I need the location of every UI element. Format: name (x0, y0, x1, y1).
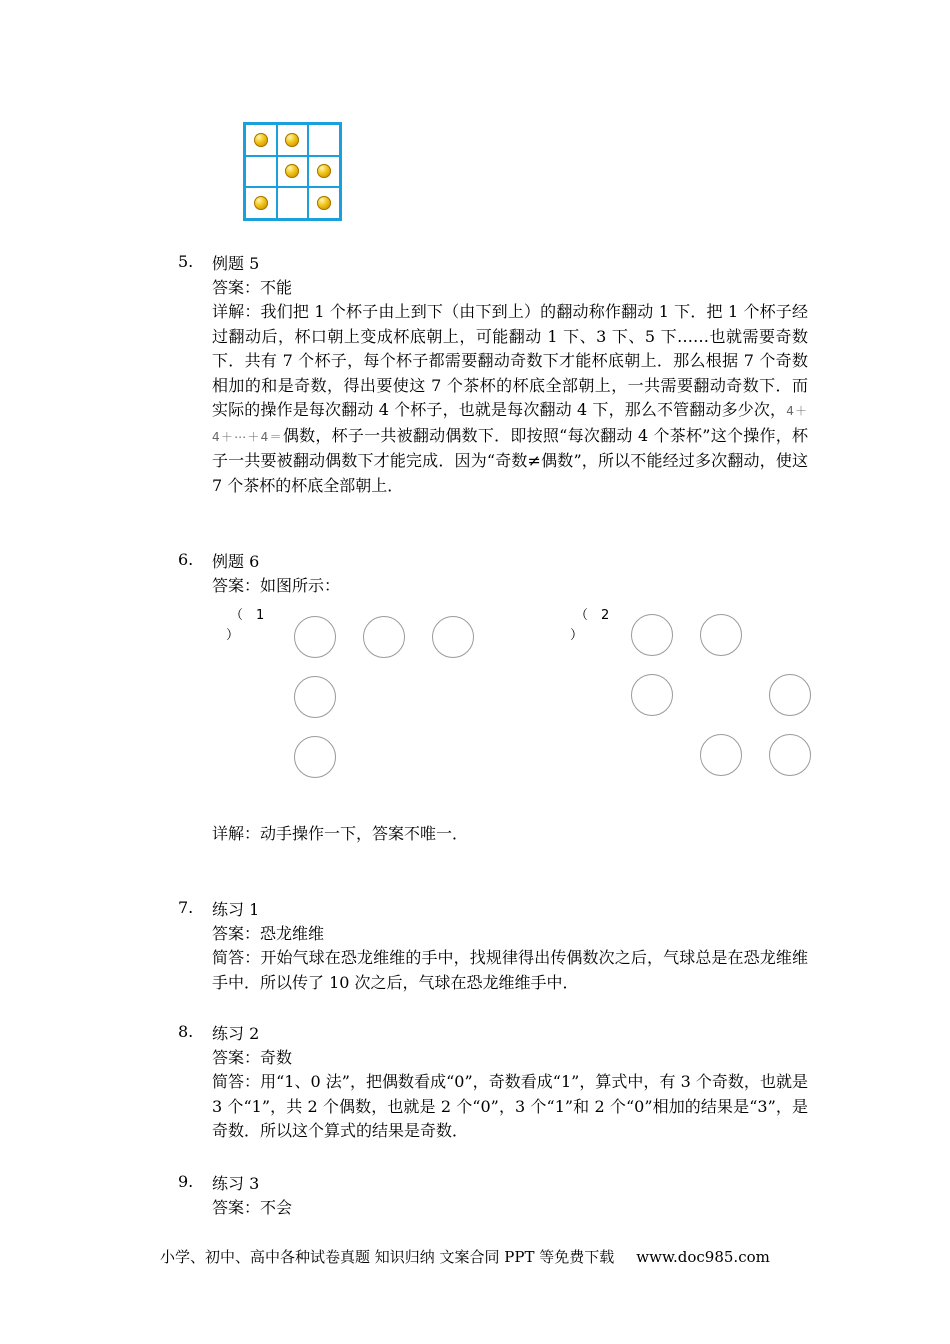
question-title: 例题 6 (212, 552, 260, 571)
explanation-text-a: 详解：我们把 1 个杯子由上到下（由下到上）的翻动称作翻动 1 下．把 1 个杯子经过翻动后，杯口朝上变成杯底朝上，可能翻动 1 下、3 下、5 下……也就需要奇数下．共有 7 个杯子，每个杯子都需要翻动奇数下才能杯底朝上．那么根据 7 个奇数相加的和是奇数，得出要使这 7 个茶杯的杯底全部朝上，一共需要翻动奇数下．而实际的操作是每次翻动 4 个杯子，也就是每次翻动 4 下，那么不管翻动多少次， (212, 302, 808, 419)
question-title: 例题 5 (212, 254, 260, 273)
grid-cell (308, 187, 340, 219)
answer-line: 答案：不能 (212, 278, 293, 297)
question-number: 5. (178, 252, 194, 271)
formula-sum: 4＋4＋⋯＋4＝ (212, 404, 808, 444)
grid-cell (277, 187, 309, 219)
circle (700, 734, 742, 776)
footer-text: 小学、初中、高中各种试卷真题 知识归纳 文案合同 PPT 等免费下载 (160, 1248, 615, 1266)
gold-ball-icon (317, 196, 331, 210)
circle (294, 616, 336, 658)
brief-answer-paragraph: 简答：开始气球在恐龙维维的手中，找规律得出传偶数次之后，气球总是在恐龙维维手中．所以传了 10 次之后，气球在恐龙维维手中． (212, 948, 808, 992)
figure-2-label-bottom: ） (570, 628, 584, 643)
gold-ball-icon (285, 133, 299, 147)
gold-ball-icon (254, 196, 268, 210)
grid-cell (308, 156, 340, 188)
circle (631, 614, 673, 656)
answer-line: 答案：如图所示： (212, 576, 341, 595)
page-footer (160, 1246, 770, 1267)
gold-ball-icon (254, 133, 268, 147)
figure-1-label-bottom: ） (226, 628, 240, 643)
answer-line: 答案：不会 (212, 1198, 293, 1217)
grid-cell (245, 124, 277, 156)
circle (432, 616, 474, 658)
circle (769, 734, 811, 776)
grid-cell (308, 124, 340, 156)
circle (631, 674, 673, 716)
grid-cell (277, 156, 309, 188)
answer-line: 答案：恐龙维维 (212, 924, 325, 943)
question-number: 8. (178, 1022, 194, 1041)
grid-cell (277, 124, 309, 156)
question-title: 练习 3 (212, 1174, 260, 1193)
coin-grid-figure (243, 122, 342, 221)
question-title: 练习 1 (212, 900, 260, 919)
circle (294, 736, 336, 778)
circle (700, 614, 742, 656)
question-number: 9. (178, 1172, 194, 1191)
figure-1-label-top: （ 1 (230, 608, 265, 623)
gold-ball-icon (285, 164, 299, 178)
question-title: 练习 2 (212, 1024, 260, 1043)
footer-url: www.doc985.com (636, 1248, 770, 1266)
brief-answer-paragraph: 简答：用“1、0 法”，把偶数看成“0”，奇数看成“1”，算式中，有 3 个奇数，也就是 3 个“1”，共 2 个偶数，也就是 2 个“0”，3 个“1”和 2 个“0”相加的结果是“3”，是奇数．所以这个算式的结果是奇数． (212, 1072, 808, 1140)
grid-cell (245, 156, 277, 188)
figure-2-label-top: （ 2 (575, 608, 610, 623)
explanation-text-b: 偶数，杯子一共被翻动偶数下．即按照“每次翻动 4 个茶杯”这个操作，杯子一共要被翻动偶数下才能完成．因为“奇数≠偶数”，所以不能经过多次翻动，使这 7 个茶杯的杯底全部朝上． (212, 425, 808, 495)
circle (294, 676, 336, 718)
gold-ball-icon (317, 164, 331, 178)
circle (769, 674, 811, 716)
circle (363, 616, 405, 658)
question-number: 6. (178, 550, 194, 569)
explanation-paragraph (212, 300, 808, 498)
answer-line: 答案：奇数 (212, 1048, 293, 1067)
explanation-line: 详解：动手操作一下，答案不唯一． (212, 824, 469, 843)
grid-cell (245, 187, 277, 219)
question-number: 7. (178, 898, 194, 917)
